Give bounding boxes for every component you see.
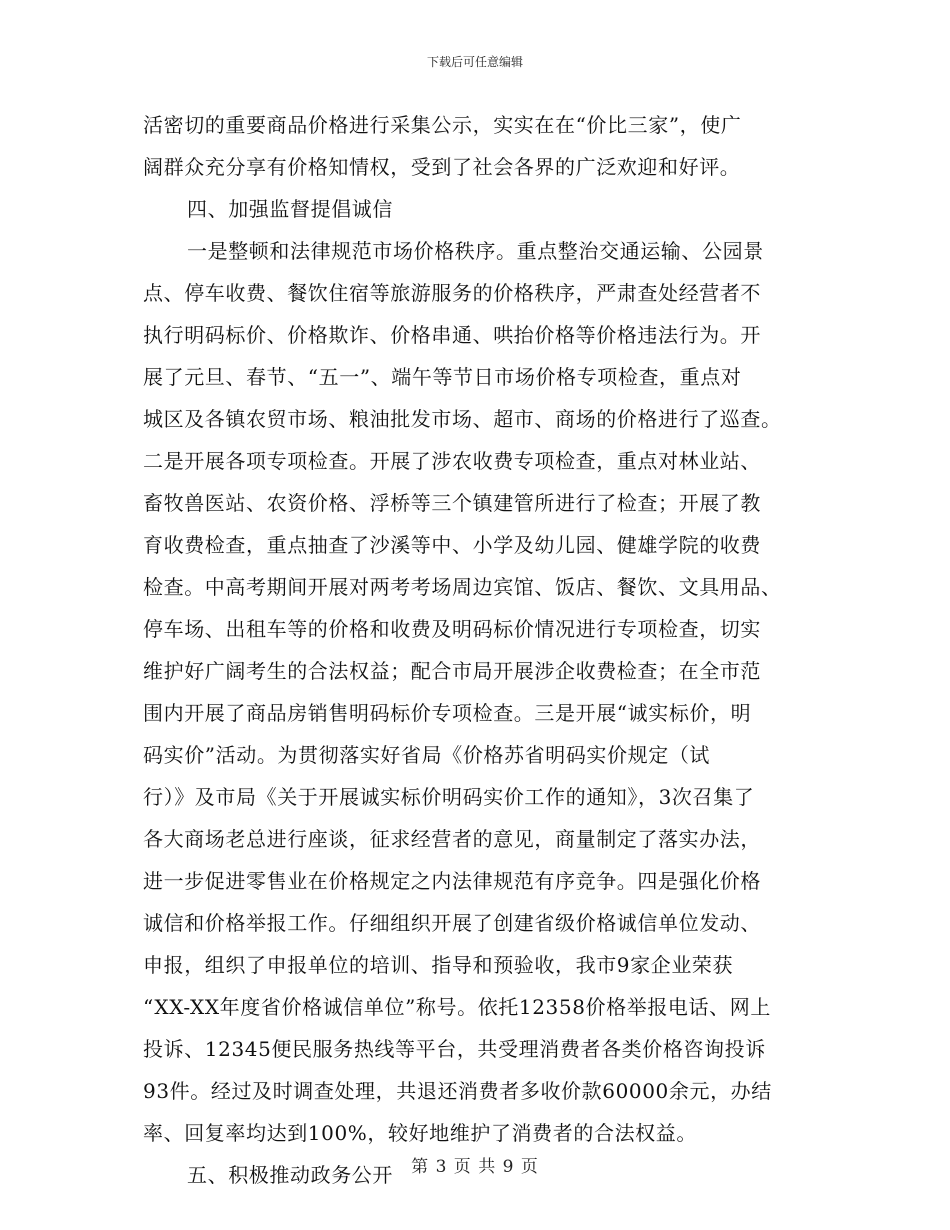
text-line: 申报，组织了申报单位的培训、指导和预验收，我市9家企业荣获 <box>143 953 734 977</box>
text-line: 育收费检查，重点抽查了沙溪等中、小学及幼儿园、健雄学院的收费 <box>143 533 761 557</box>
text-line: 停车场、出租车等的价格和收费及明码标价情况进行专项检查，切实 <box>143 617 761 641</box>
text-line: 93件。经过及时调查处理，共退还消费者多收价款60000余元，办结 <box>143 1079 772 1103</box>
text-line: 投诉、12345便民服务热线等平台，共受理消费者各类价格咨询投诉 <box>143 1037 766 1061</box>
text-line: 点、停车收费、餐饮住宿等旅游服务的价格秩序，严肃查处经营者不 <box>143 281 761 305</box>
section-heading: 五、积极推动政务公开 <box>187 1163 393 1187</box>
text-line: “XX-XX年度省价格诚信单位”称号。依托12358价格举报电话、网上 <box>143 995 771 1019</box>
text-line: 维护好广阔考生的合法权益；配合市局开展涉企收费检查；在全市范 <box>143 659 761 683</box>
text-line: 一是整顿和法律规范市场价格秩序。重点整治交通运输、公园景 <box>187 239 764 263</box>
text-line: 检查。中高考期间开展对两考考场周边宾馆、饭店、餐饮、文具用品、 <box>143 575 782 599</box>
text-line: 码实价”活动。为贯彻落实好省局《价格苏省明码实价规定（试 <box>143 743 711 767</box>
text-line: 行）》及市局《关于开展诚实标价明码实价工作的通知》，3次召集了 <box>143 785 755 809</box>
text-line: 诚信和价格举报工作。仔细组织开展了创建省级价格诚信单位发动、 <box>143 911 761 935</box>
document-body <box>143 104 813 1196</box>
text-line: 二是开展各项专项检查。开展了涉农收费专项检查，重点对林业站、 <box>143 449 761 473</box>
page-number: 第 3 页 共 9 页 <box>411 1157 539 1177</box>
text-line: 进一步促进零售业在价格规定之内法律规范有序竞争。四是强化价格 <box>143 869 761 893</box>
text-line: 率、回复率均达到100%，较好地维护了消费者的合法权益。 <box>143 1121 697 1145</box>
text-line: 城区及各镇农贸市场、粮油批发市场、超市、商场的价格进行了巡查。 <box>143 407 782 431</box>
text-line: 畜牧兽医站、农资价格、浮桥等三个镇建管所进行了检查；开展了教 <box>143 491 761 515</box>
section-heading: 四、加强监督提倡诚信 <box>187 197 393 221</box>
text-line: 阔群众充分享有价格知情权，受到了社会各界的广泛欢迎和好评。 <box>143 155 741 179</box>
text-line: 围内开展了商品房销售明码标价专项检查。三是开展“诚实标价，明 <box>143 701 752 725</box>
text-line: 展了元旦、春节、“五一”、端午等节日市场价格专项检查，重点对 <box>143 365 742 389</box>
text-line: 执行明码标价、价格欺诈、价格串通、哄抬价格等价格违法行为。开 <box>143 323 761 347</box>
text-line: 各大商场老总进行座谈，征求经营者的意见，商量制定了落实办法， <box>143 827 761 851</box>
text-line: 活密切的重要商品价格进行采集公示，实实在在“价比三家”，使广 <box>143 113 742 137</box>
page-header: 下载后可任意编辑 <box>426 55 523 69</box>
